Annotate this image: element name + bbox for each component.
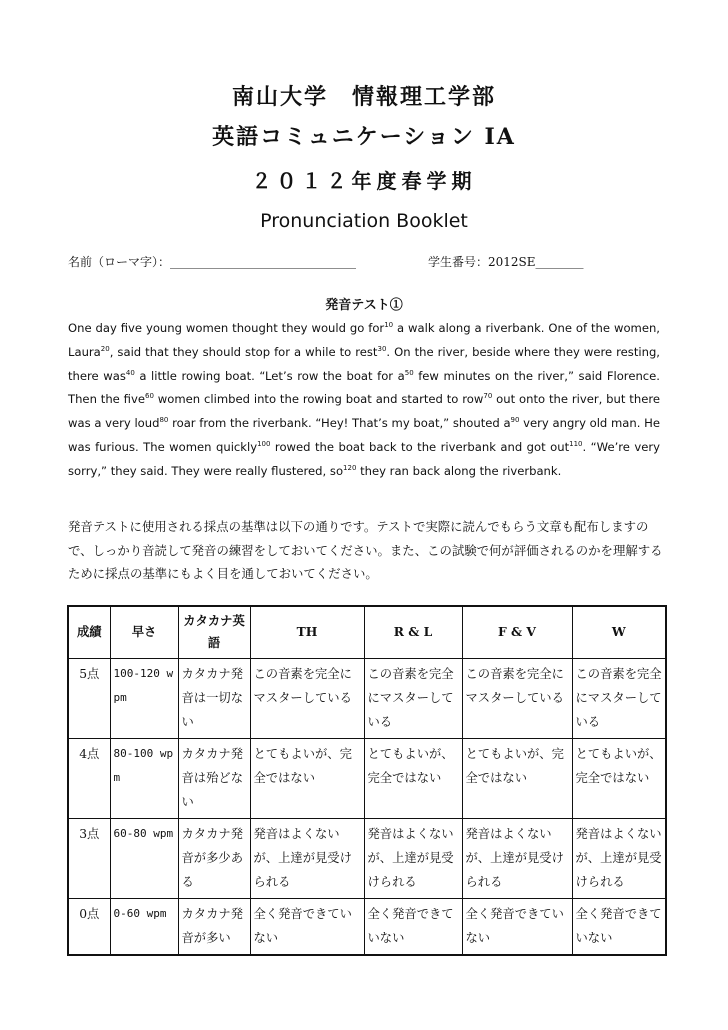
passage-text: they ran back along the riverbank. <box>356 463 562 478</box>
rl-cell: 全く発音できていない <box>364 899 462 956</box>
speed-cell: 0-60 wpm <box>110 899 178 956</box>
rl-cell: この音素を完全にマスターしている <box>364 659 462 739</box>
term-title: ２０１２年度春学期 <box>251 169 477 193</box>
section-heading: 発音テスト① <box>325 298 403 313</box>
word-count-marker: 120 <box>343 463 357 472</box>
grade-cell: 0点 <box>68 899 110 956</box>
w-cell: 全く発音できていない <box>572 899 666 956</box>
passage-text: women climbed into the rowing boat and started to row <box>153 392 484 407</box>
fv-cell: この音素を完全にマスターしている <box>462 659 572 739</box>
instructions-text: 発音テストに使用される採点の基準は以下の通りです。テストで実際に読んでもらう文章も配布しますので、しっかり音読して発音の練習をしておいてください。また、この試験で何が評価されるのかを理解するために採点の基準にもよく目を通しておいてください。 <box>68 519 663 581</box>
word-count-marker: 100 <box>257 439 271 448</box>
fv-cell: 全く発音できていない <box>462 899 572 956</box>
passage-text: . “We’re very sorry,” they said. They were really flustered, so <box>68 439 660 478</box>
university-title: 南山大学 情報理工学部 <box>231 84 496 110</box>
passage-text: roar from the riverbank. “Hey! That’s my boat,” shouted a <box>168 416 511 431</box>
header-katakana: カタカナ英語 <box>178 606 250 659</box>
passage-text: very angry old man. He was furious. The women quickly <box>68 416 660 454</box>
word-count-marker: 70 <box>483 392 493 401</box>
table-row <box>68 899 666 956</box>
passage-text: One day five young women thought they would go for <box>68 321 385 335</box>
passage-text: rowed the boat back to the riverbank and got out <box>270 439 570 454</box>
rl-cell: とてもよいが、完全ではない <box>364 739 462 819</box>
th-cell: 全く発音できていない <box>250 899 364 956</box>
table-row <box>68 739 666 819</box>
th-cell: 発音はよくないが、上達が見受けられる <box>250 819 364 899</box>
header-grade: 成績 <box>68 606 110 659</box>
student-number-label: 学生番号：2012SE________ <box>428 255 584 269</box>
header-th: TH <box>250 606 364 659</box>
speed-cell: 80-100 wpm <box>110 739 178 819</box>
katakana-cell: カタカナ発音は殆どない <box>178 739 250 819</box>
word-count-marker: 60 <box>144 392 154 401</box>
w-cell: この音素を完全にマスターしている <box>572 659 666 739</box>
word-count-marker: 80 <box>159 416 169 425</box>
booklet-title: Pronunciation Booklet <box>260 210 468 232</box>
header-w: W <box>572 606 666 659</box>
table-row <box>68 819 666 899</box>
passage-text: , said that they should stop for a while to rest <box>109 344 378 359</box>
fv-cell: とてもよいが、完全ではない <box>462 739 572 819</box>
katakana-cell: カタカナ発音が多い <box>178 899 250 956</box>
th-cell: この音素を完全にマスターしている <box>250 659 364 739</box>
passage-text: out onto the river, but there was a very loud <box>68 392 660 431</box>
word-count-marker: 40 <box>125 368 135 377</box>
grade-cell: 4点 <box>68 739 110 819</box>
scoring-criteria-table <box>67 605 667 956</box>
th-cell: とてもよいが、完全ではない <box>250 739 364 819</box>
passage-text: a little rowing boat. “Let’s row the boat for a <box>134 368 405 383</box>
word-count-marker: 50 <box>404 368 414 377</box>
header-rl: R & L <box>364 606 462 659</box>
passage-text: . On the river, beside where they were resting, there was <box>68 344 660 383</box>
table-header-row <box>68 606 666 659</box>
course-title: 英語コミュニケーション IA <box>212 124 516 150</box>
speed-cell: 100-120 wpm <box>110 659 178 739</box>
name-field-label: 名前（ローマ字）：_______________________________ <box>68 255 357 269</box>
word-count-marker: 30 <box>377 344 387 353</box>
word-count-marker: 110 <box>569 439 583 448</box>
rl-cell: 発音はよくないが、上達が見受けられる <box>364 819 462 899</box>
header-speed: 早さ <box>110 606 178 659</box>
speed-cell: 60-80 wpm <box>110 819 178 899</box>
w-cell: とてもよいが、完全ではない <box>572 739 666 819</box>
word-count-marker: 10 <box>384 321 394 329</box>
passage-text: few minutes on the river,” said Florence. Then the five <box>68 368 660 407</box>
passage-text: a walk along a riverbank. One of the women, Laura <box>68 321 660 359</box>
katakana-cell: カタカナ発音は一切ない <box>178 659 250 739</box>
word-count-marker: 20 <box>100 344 110 353</box>
grade-cell: 3点 <box>68 819 110 899</box>
grade-cell: 5点 <box>68 659 110 739</box>
word-count-marker: 90 <box>510 416 520 425</box>
katakana-cell: カタカナ発音が多少ある <box>178 819 250 899</box>
table-row <box>68 659 666 739</box>
fv-cell: 発音はよくないが、上達が見受けられる <box>462 819 572 899</box>
w-cell: 発音はよくないが、上達が見受けられる <box>572 819 666 899</box>
header-fv: F & V <box>462 606 572 659</box>
reading-passage <box>68 317 660 484</box>
